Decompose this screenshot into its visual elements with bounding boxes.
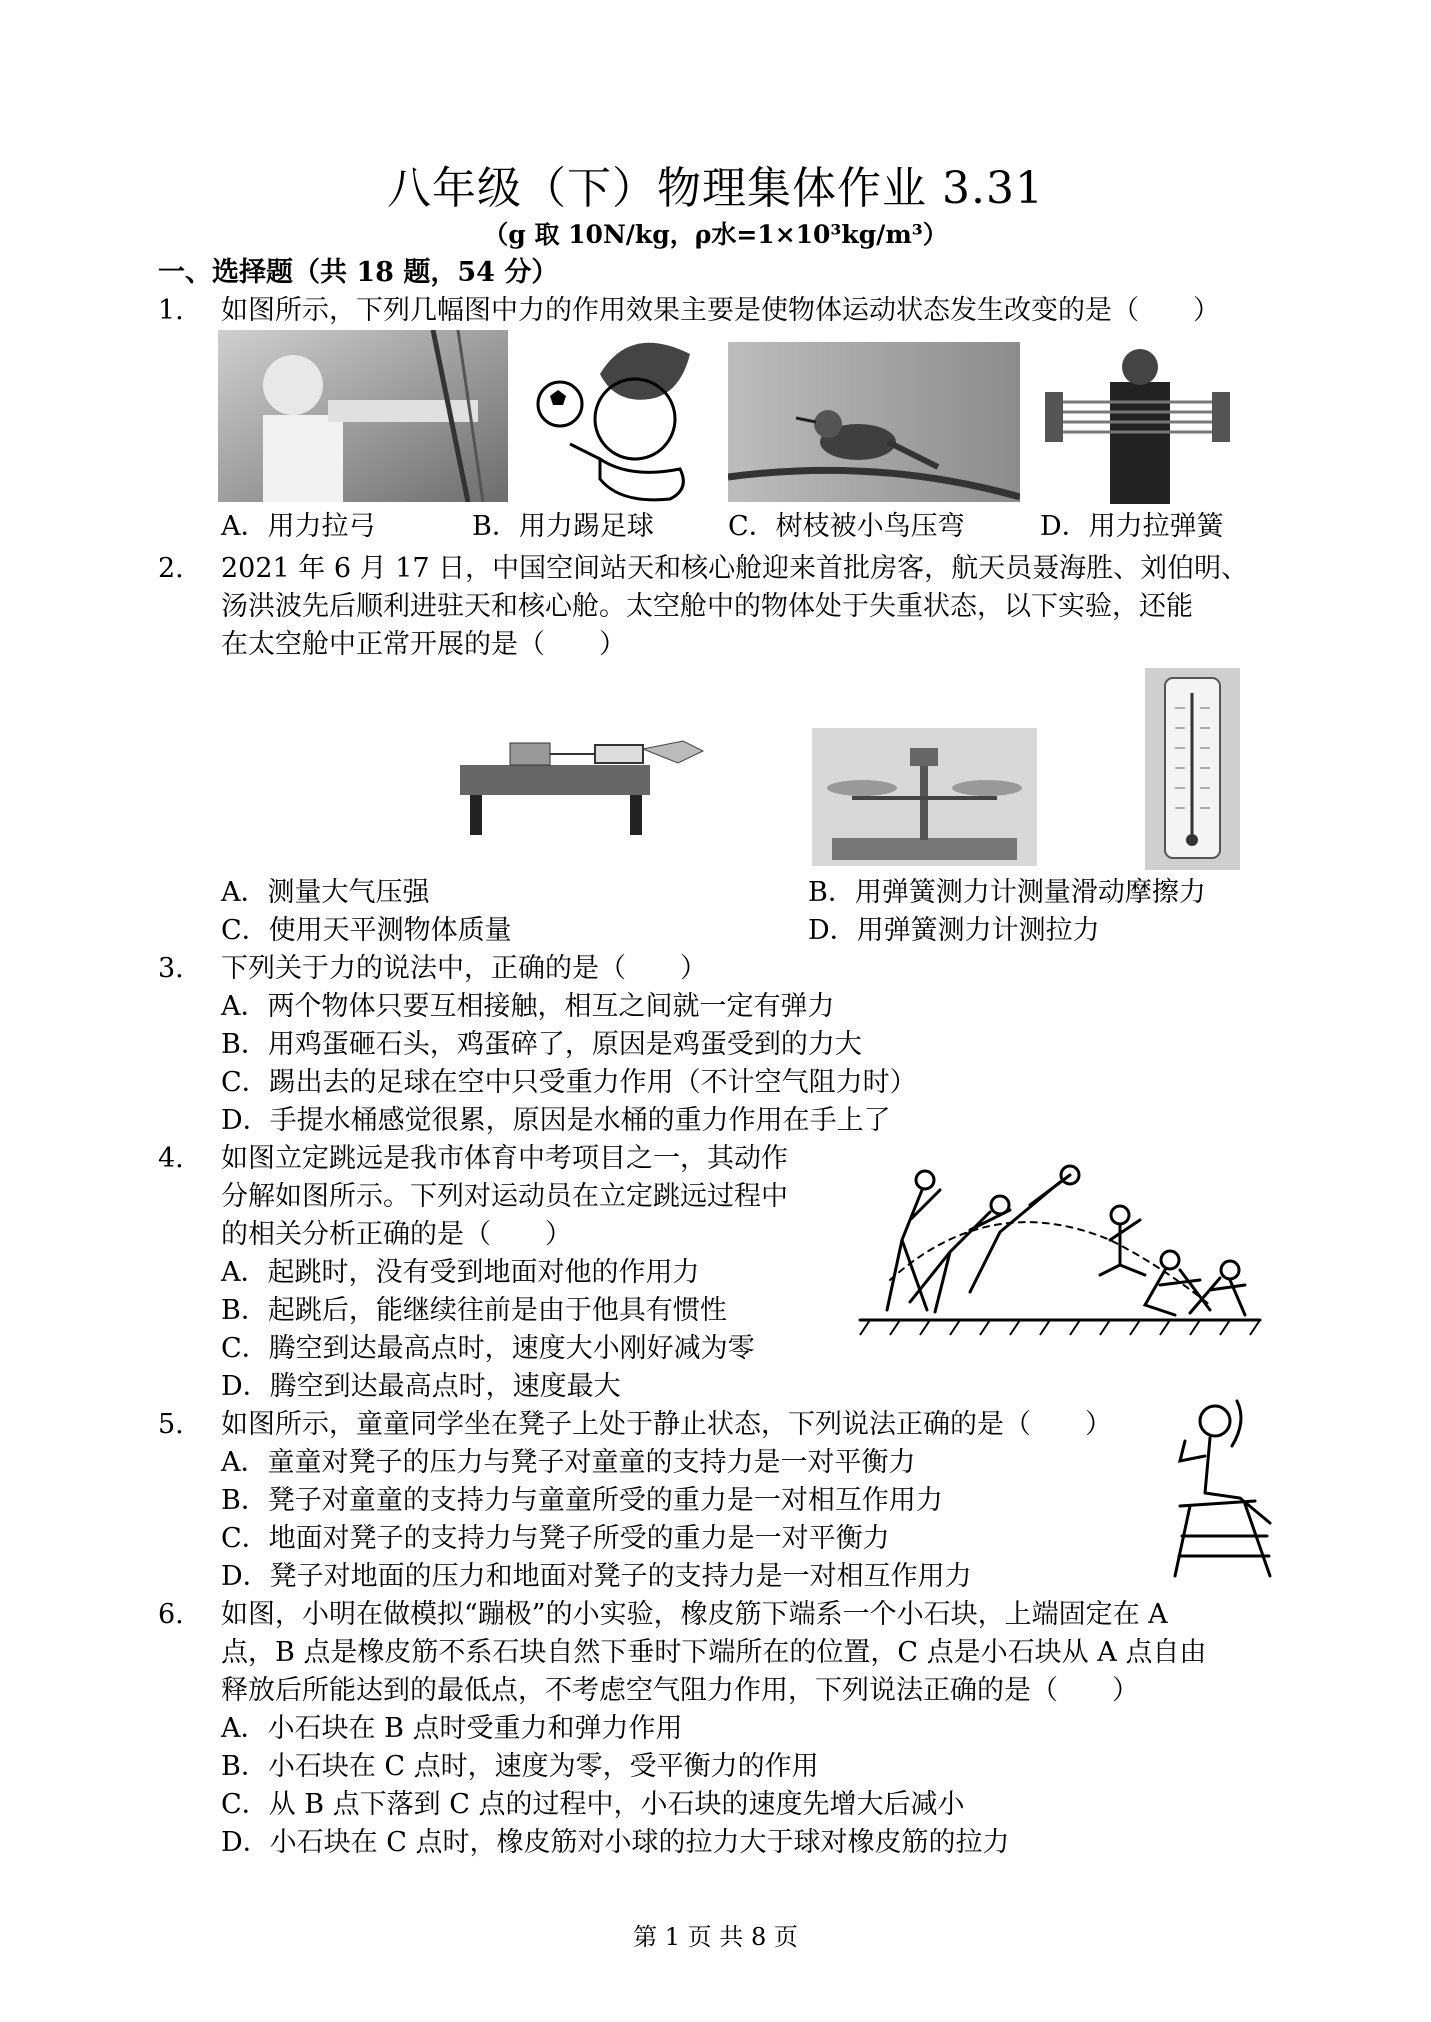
question-number: 3. — [158, 953, 184, 984]
option: D．凳子对地面的压力和地面对凳子的支持力是一对相互作用力 — [221, 1561, 972, 1592]
option: A．两个物体只要互相接触，相互之间就一定有弹力 — [221, 991, 835, 1022]
page-title: 八年级（下）物理集体作业 3.31 — [387, 163, 1044, 214]
option: C．地面对凳子的支持力与凳子所受的重力是一对平衡力 — [221, 1523, 890, 1554]
question-text: 点，B 点是橡皮筋不系石块自然下垂时下端所在的位置，C 点是小石块从 A 点自由 — [221, 1637, 1207, 1668]
option: C．使用天平测物体质量 — [221, 915, 512, 946]
question-text: 如图所示，童童同学坐在凳子上处于静止状态，下列说法正确的是（ ） — [221, 1409, 1112, 1440]
option: D．用弹簧测力计测拉力 — [808, 915, 1100, 946]
question-text: 下列关于力的说法中，正确的是（ ） — [221, 953, 707, 984]
question-text: 的相关分析正确的是（ ） — [221, 1219, 572, 1250]
question-text: 如图，小明在做模拟“蹦极”的小实验，橡皮筋下端系一个小石块，上端固定在 A — [221, 1599, 1168, 1630]
option: A．用力拉弓 — [221, 511, 376, 542]
option: A．起跳时，没有受到地面对他的作用力 — [221, 1257, 700, 1288]
spring-pull-photo — [1040, 342, 1230, 504]
option: C．踢出去的足球在空中只受重力作用（不计空气阻力时） — [221, 1067, 917, 1098]
option: B．小石块在 C 点时，速度为零，受平衡力的作用 — [221, 1751, 819, 1782]
question-number: 5. — [158, 1409, 184, 1440]
section-heading: 一、选择题（共 18 题，54 分） — [158, 257, 559, 288]
option: B．用力踢足球 — [472, 511, 654, 542]
option: C．树枝被小鸟压弯 — [728, 511, 965, 542]
question-text: 如图所示，下列几幅图中力的作用效果主要是使物体运动状态发生改变的是（ ） — [221, 295, 1220, 326]
question-number: 1. — [158, 295, 184, 326]
option: A．测量大气压强 — [221, 877, 430, 908]
question-number: 2. — [158, 553, 184, 584]
friction-experiment-figure — [455, 725, 705, 835]
archer-photo — [218, 330, 508, 502]
page-subtitle: （g 取 10N/kg，ρ水=1×10³kg/m³） — [483, 220, 948, 249]
bird-branch-photo — [728, 342, 1020, 502]
option: D．用力拉弹簧 — [1040, 511, 1224, 542]
question-text: 2021 年 6 月 17 日，中国空间站天和核心舱迎来首批房客，航天员聂海胜、刘伯明、 — [221, 553, 1249, 584]
option: B．用弹簧测力计测量滑动摩擦力 — [808, 877, 1206, 908]
long-jump-figure — [850, 1160, 1270, 1338]
kick-ball-cartoon — [530, 334, 710, 504]
sitting-child-figure — [1165, 1396, 1285, 1582]
question-number: 4. — [158, 1143, 184, 1174]
option: B．凳子对童童的支持力与童童所受的重力是一对相互作用力 — [221, 1485, 943, 1516]
question-text: 释放后所能达到的最低点，不考虑空气阻力作用，下列说法正确的是（ ） — [221, 1675, 1139, 1706]
option: B．起跳后，能继续往前是由于他具有惯性 — [221, 1295, 727, 1326]
question-text: 如图立定跳远是我市体育中考项目之一，其动作 — [221, 1143, 788, 1174]
question-number: 6. — [158, 1599, 184, 1630]
thermometer-figure — [1145, 668, 1240, 870]
option: D．小石块在 C 点时，橡皮筋对小球的拉力大于球对橡皮筋的拉力 — [221, 1827, 1010, 1858]
option: A．小石块在 B 点时受重力和弹力作用 — [221, 1713, 683, 1744]
question-text: 分解如图所示。下列对运动员在立定跳远过程中 — [221, 1181, 788, 1212]
question-text: 汤洪波先后顺利进驻天和核心舱。太空舱中的物体处于失重状态，以下实验，还能 — [221, 591, 1193, 622]
option: C．从 B 点下落到 C 点的过程中，小石块的速度先增大后减小 — [221, 1789, 965, 1820]
question-text: 在太空舱中正常开展的是（ ） — [221, 629, 626, 660]
balance-scale-figure — [812, 728, 1037, 866]
page-footer: 第 1 页 共 8 页 — [633, 1923, 798, 1951]
option: D．手提水桶感觉很累，原因是水桶的重力作用在手上了 — [221, 1105, 891, 1136]
option: D．腾空到达最高点时，速度最大 — [221, 1371, 621, 1402]
option: A．童童对凳子的压力与凳子对童童的支持力是一对平衡力 — [221, 1447, 916, 1478]
option: B．用鸡蛋砸石头，鸡蛋碎了，原因是鸡蛋受到的力大 — [221, 1029, 862, 1060]
option: C．腾空到达最高点时，速度大小刚好减为零 — [221, 1333, 755, 1364]
